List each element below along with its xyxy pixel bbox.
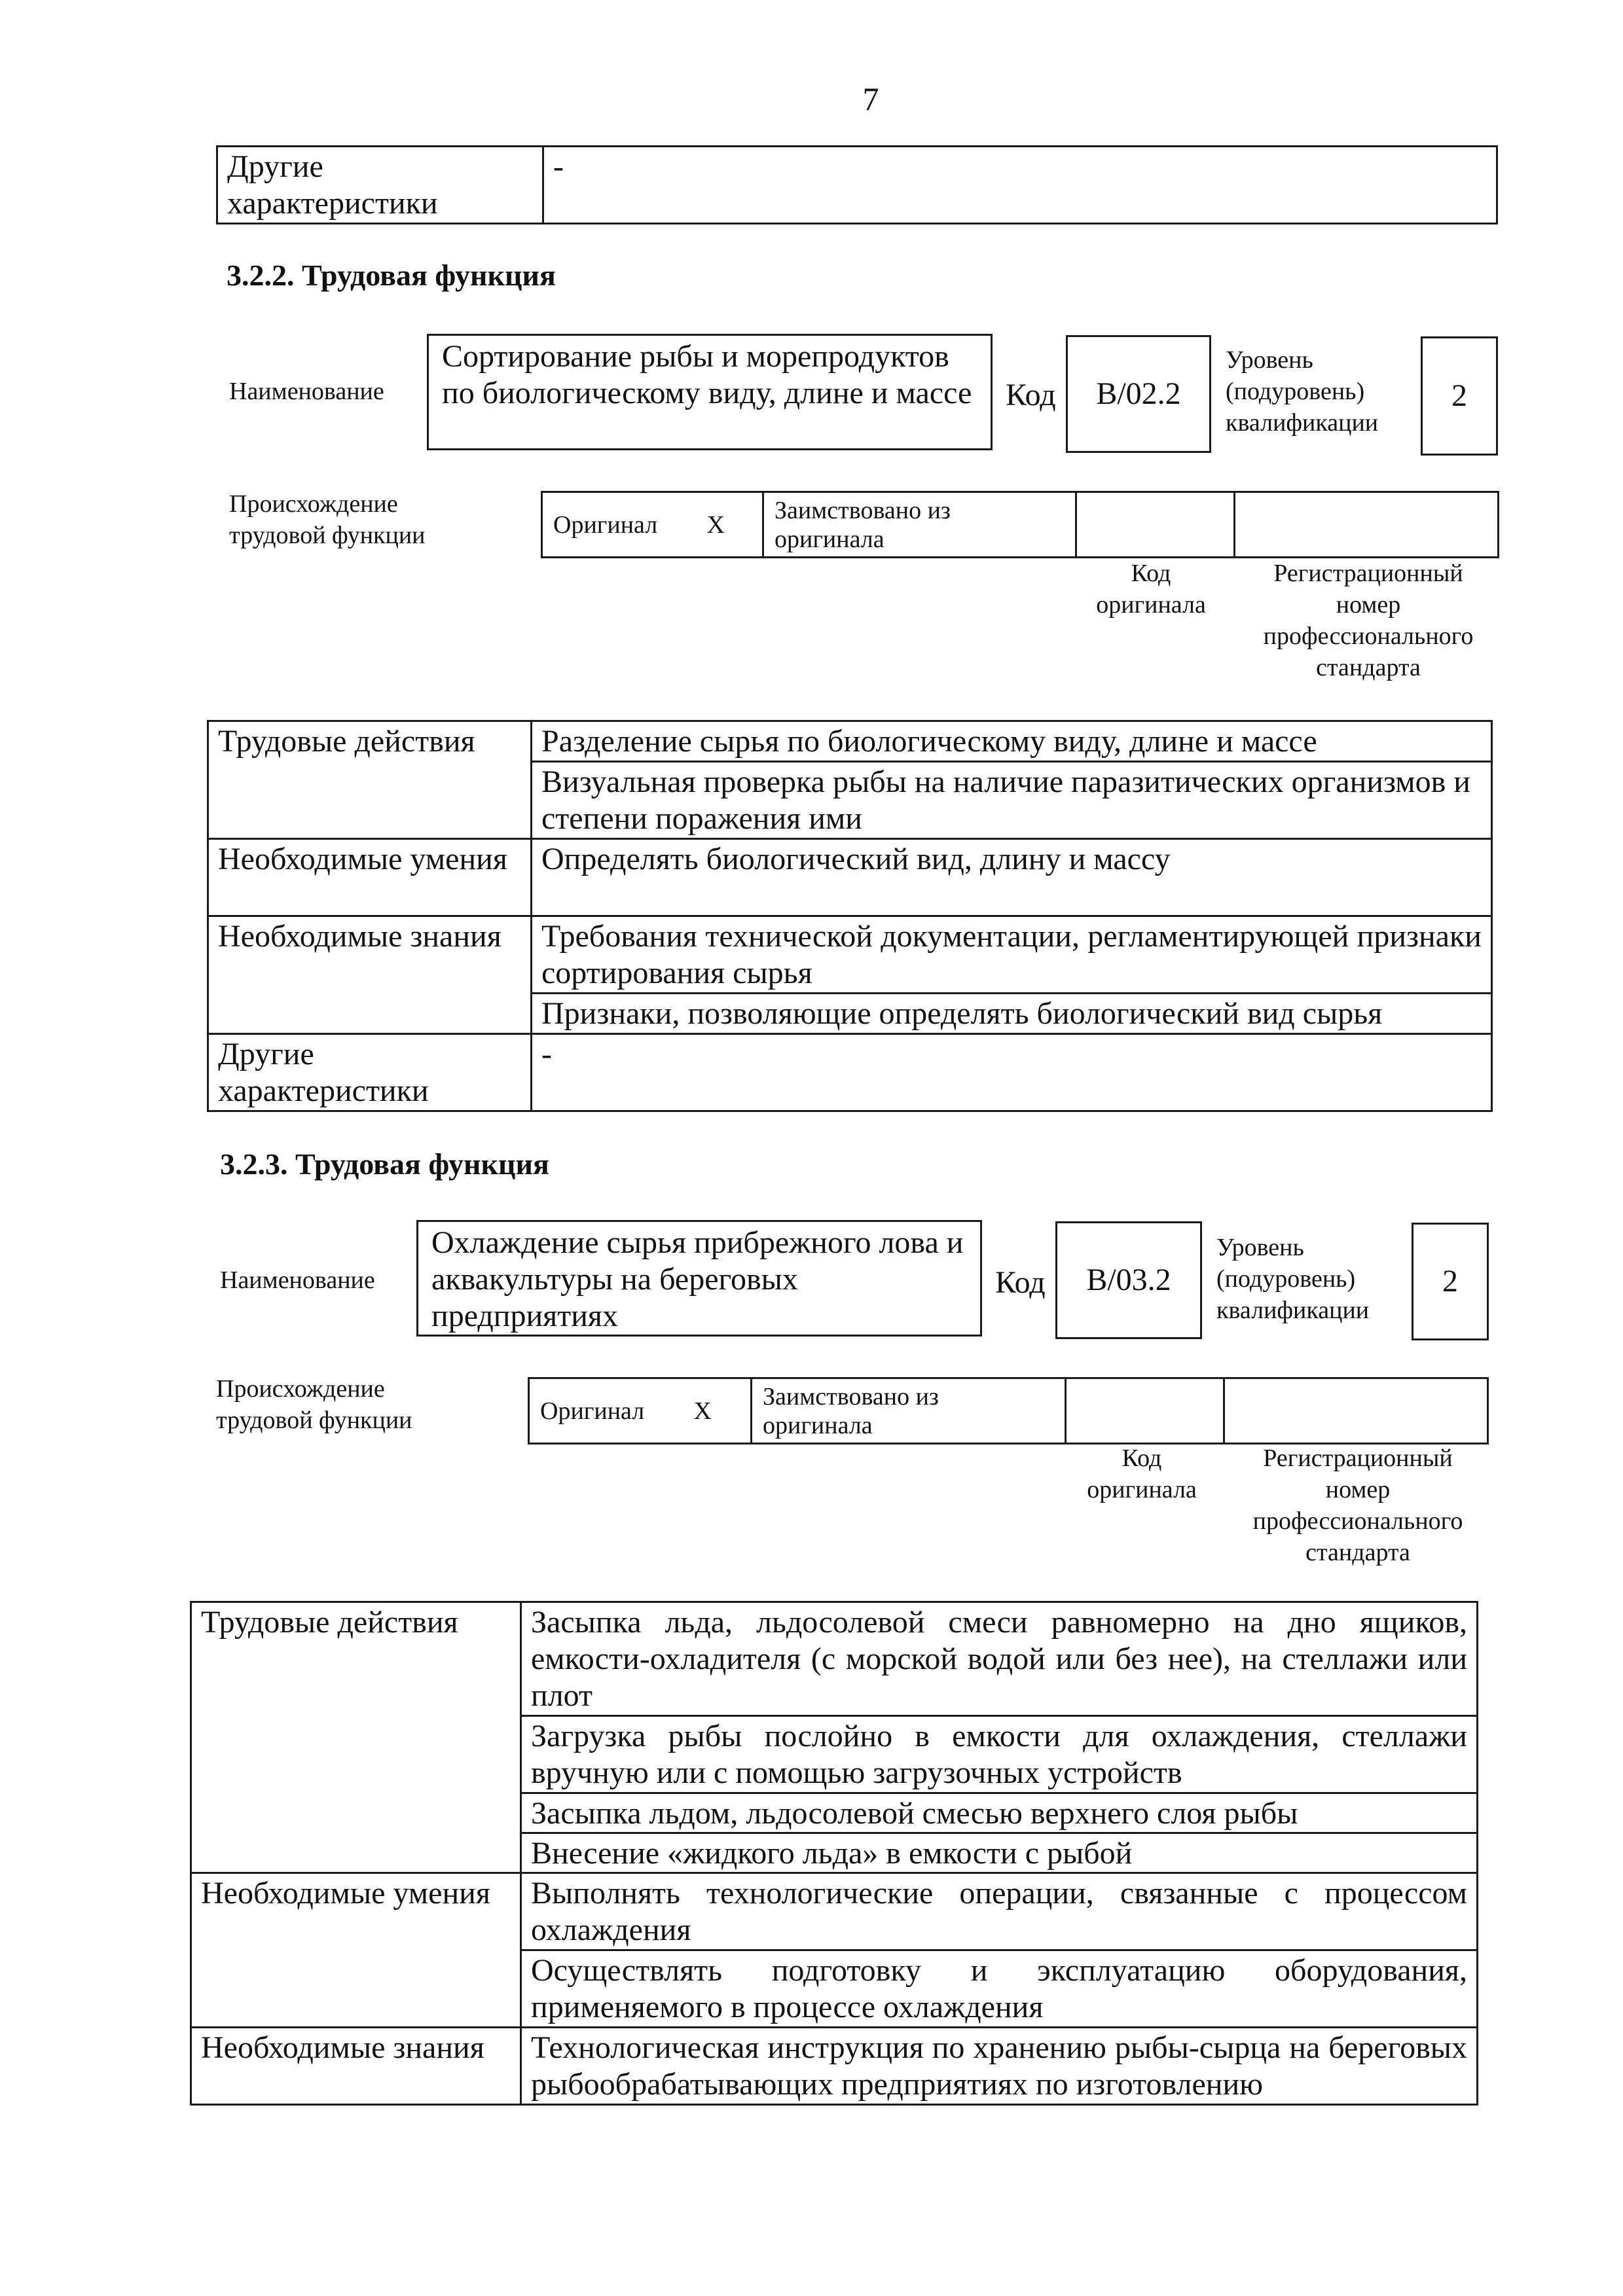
labor-action-item: Засыпка льда, льдосолевой смеси равномерно на дно ящиков, емкости-охладителя (с морской водой или без нее), на стеллажи или плот <box>521 1602 1478 1716</box>
registration-number-cell <box>1224 1378 1488 1444</box>
original-mark: X <box>684 1378 752 1444</box>
required-knowledge-item: Признаки, позволяющие определять биологический вид сырья <box>532 994 1492 1034</box>
qualification-level-label: Уровень (подуровень) квалификации <box>1216 1234 1370 1324</box>
function-name-box <box>416 1220 982 1336</box>
caption-original-code: Код оригинала <box>1087 1444 1197 1503</box>
required-skills-label: Необходимые умения <box>208 839 532 916</box>
name-label: Наименование <box>229 378 384 405</box>
qualification-level-box <box>1412 1223 1489 1340</box>
name-label: Наименование <box>220 1266 375 1294</box>
code-value: B/03.2 <box>1086 1263 1171 1297</box>
code-box <box>1055 1221 1202 1339</box>
other-characteristics-value: - <box>532 1034 1492 1111</box>
labor-action-item: Засыпка льдом, льдосолевой смесью верхнего слоя рыбы <box>521 1793 1478 1833</box>
function-name-value: Сортирование рыбы и морепродуктов по биологическому виду, длине и массе <box>442 339 972 410</box>
code-label: Код <box>995 1265 1046 1300</box>
labor-actions-label: Трудовые действия <box>191 1602 521 1873</box>
labor-action-item: Визуальная проверка рыбы на наличие паразитических организмов и степени поражения ими <box>532 762 1492 839</box>
qualification-level-value: 2 <box>1442 1264 1458 1299</box>
origin-table <box>528 1377 1489 1444</box>
original-mark: X <box>697 492 763 558</box>
origin-label: Происхождение трудовой функции <box>216 1375 412 1434</box>
required-skill-item: Определять биологический вид, длину и массу <box>532 839 1492 916</box>
required-knowledge-item: Технологическая инструкция по хранению рыбы-сырца на береговых рыбообрабатывающих предприятиях по изготовлению <box>521 2028 1478 2105</box>
qualification-level-box <box>1421 336 1498 456</box>
required-knowledge-label: Необходимые знания <box>208 916 532 1034</box>
other-characteristics-label: Другие характеристики <box>208 1034 532 1111</box>
original-label: Оригинал <box>542 492 697 558</box>
labor-action-item: Внесение «жидкого льда» в емкости с рыбой <box>521 1833 1478 1873</box>
top-other-characteristics-table <box>216 145 1498 224</box>
required-knowledge-label: Необходимые знания <box>191 2028 521 2105</box>
section-title-3-2-2: 3.2.2. Трудовая функция <box>227 259 556 292</box>
original-code-cell <box>1076 492 1235 558</box>
caption-original-code: Код оригинала <box>1096 560 1206 619</box>
function-name-box <box>427 334 993 450</box>
other-characteristics-value: - <box>543 147 1497 224</box>
code-box <box>1066 335 1211 453</box>
original-code-cell <box>1066 1378 1224 1444</box>
required-skills-label: Необходимые умения <box>191 1873 521 2028</box>
required-knowledge-item: Требования технической документации, регламентирующей признаки сортирования сырья <box>532 916 1492 994</box>
section-title-3-2-3: 3.2.3. Трудовая функция <box>220 1147 549 1181</box>
borrowed-label: Заимствовано из оригинала <box>752 1378 1066 1444</box>
labor-action-item: Загрузка рыбы послойно в емкости для охлаждения, стеллажи вручную или с помощью загрузочных устройств <box>521 1716 1478 1793</box>
required-skill-item: Осуществлять подготовку и эксплуатацию оборудования, применяемого в процессе охлаждения <box>521 1950 1478 2028</box>
other-characteristics-label: Другие характеристики <box>217 147 543 224</box>
function-name-value: Охлаждение сырья прибрежного лова и аквакультуры на береговых предприятиях <box>431 1225 964 1333</box>
required-skill-item: Выполнять технологические операции, связанные с процессом охлаждения <box>521 1873 1478 1950</box>
origin-label: Происхождение трудовой функции <box>229 490 426 549</box>
labor-actions-label: Трудовые действия <box>208 721 532 839</box>
section-3-2-2-details-table <box>207 720 1493 1112</box>
borrowed-label: Заимствовано из оригинала <box>763 492 1076 558</box>
original-label: Оригинал <box>529 1378 684 1444</box>
qualification-level-value: 2 <box>1451 378 1467 413</box>
qualification-level-label: Уровень (подуровень) квалификации <box>1226 346 1379 437</box>
labor-action-item: Разделение сырья по биологическому виду, длине и массе <box>532 721 1492 762</box>
code-label: Код <box>1006 378 1056 412</box>
registration-number-cell <box>1235 492 1499 558</box>
origin-table <box>541 491 1499 558</box>
caption-registration-number: Регистрационный номер профессионального стандарта <box>1263 560 1474 681</box>
code-value: B/02.2 <box>1096 376 1181 411</box>
section-3-2-3-details-table <box>190 1601 1478 2106</box>
caption-registration-number: Регистрационный номер профессионального стандарта <box>1252 1444 1463 1566</box>
page-number: 7 <box>862 81 879 117</box>
